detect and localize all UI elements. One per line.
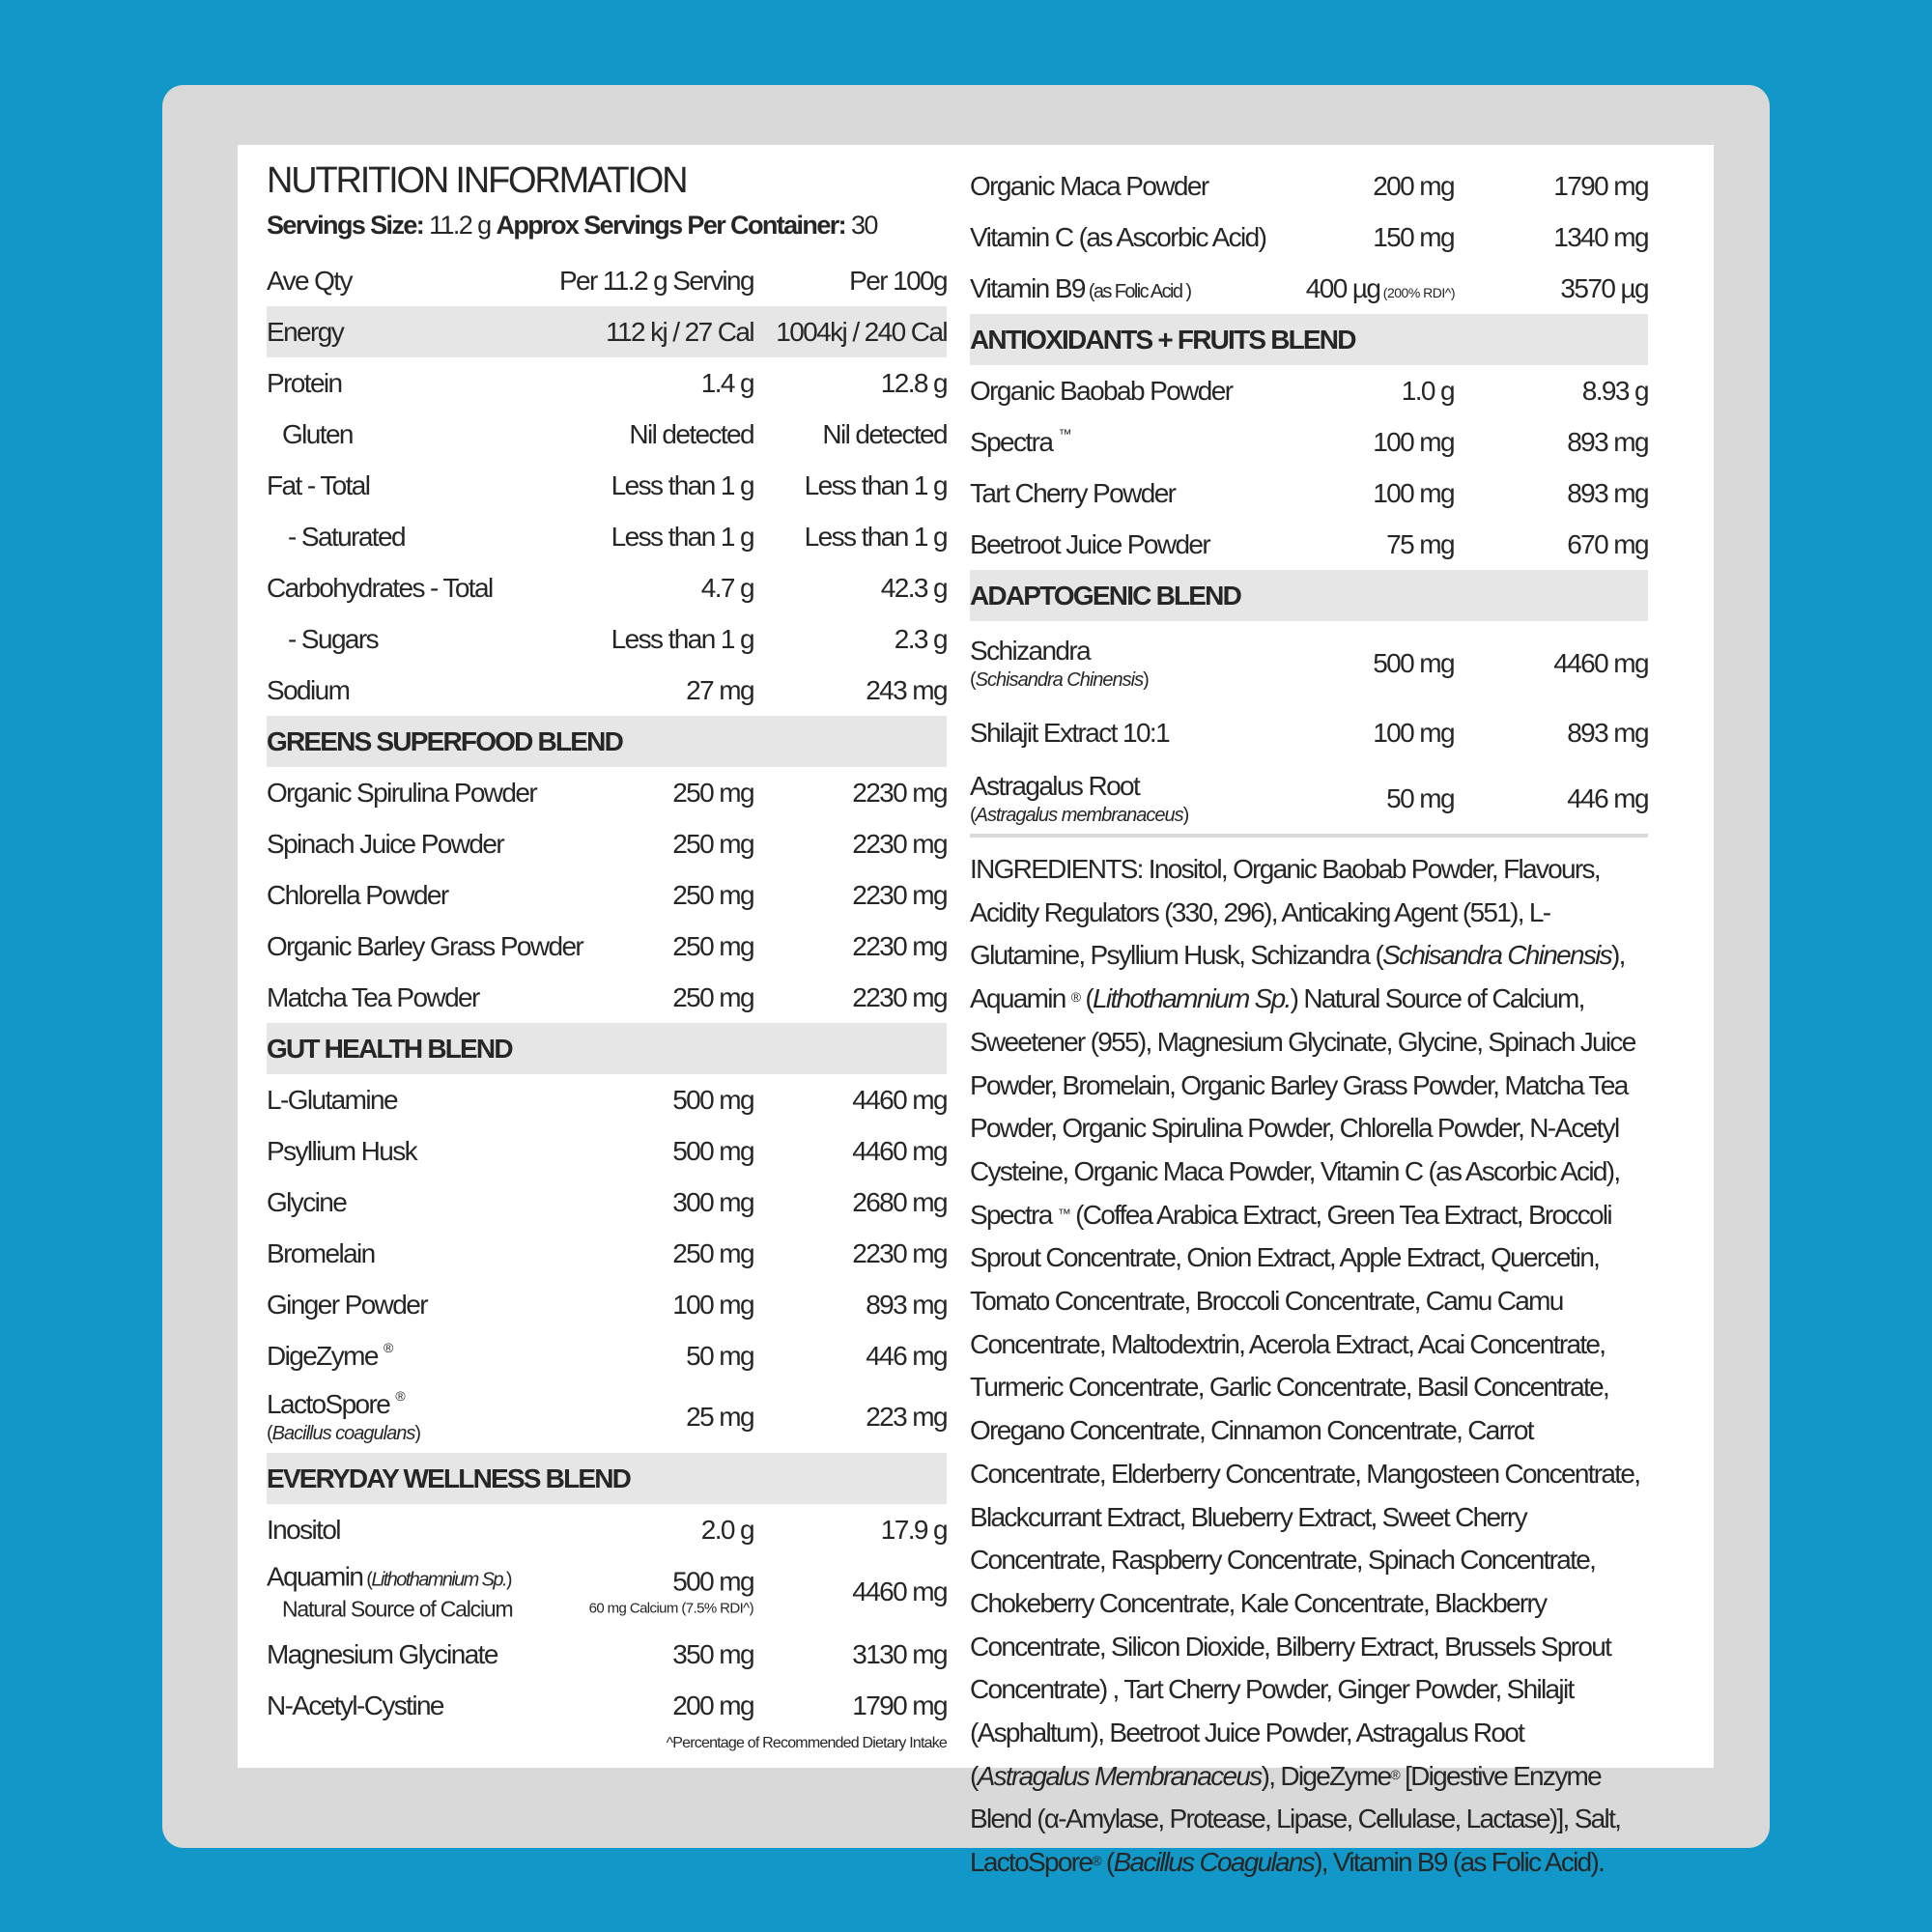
ingredient-name (970, 425, 1070, 457)
ingredient-name: Spinach Juice Powder (267, 828, 504, 859)
ingredient-subname (267, 1424, 420, 1443)
per-serving-value: 100 mg (672, 1289, 753, 1320)
ingredient-name-text: Vitamin B9 (970, 272, 1085, 303)
latin-name: Astragalus membranaceus (975, 805, 1183, 826)
ingredient-name (267, 1561, 513, 1622)
ingredients-text: (Coffea Arabica Extract, Green Tea Extract, Broccoli Sprout Concentrate, Onion Extract, Apple Extract, Quercetin, Tomato Concentrate, Broccoli Concentrate, Camu Camu Concentrate, Maltodextrin, Acerola Extract, Acai Concentrate, Turmeric Concentrate, Garlic Concentrate, Basil Concentrate, Oregano Concentrate, Cinnamon Concentrate, Carrot Concentrate, Elderberry Concentrate, Mangosteen Concentrate, Blackcurrant Extract, Blueberry Extract, Sweet Cherry Concentrate, Raspberry Concentrate, Spinach Concentrate, Chokeberry Concentrate, Kale Concentrate, Blackberry Concentrate, Silicon Dioxide, Bilberry Extract, Brussels Sprout Concentrate) , Tart Cherry Powder, Ginger Powder, Shilajit (Asphaltum), Beetroot Juice Powder, Astragalus Root ( (970, 1199, 1640, 1791)
table-row (970, 365, 1648, 416)
table-row (267, 1125, 947, 1177)
per-100g-value: 4460 mg (852, 1084, 947, 1115)
section-header-wellness (267, 1453, 947, 1504)
nutrient-name: Protein (267, 367, 342, 398)
per-serving-value: 500 mg (672, 1084, 753, 1115)
table-row (267, 460, 947, 511)
ingredient-name-text: Schizandra (970, 636, 1091, 666)
per-100g-value: 3130 mg (852, 1638, 947, 1669)
per-serving-value: 350 mg (672, 1638, 753, 1669)
paren-open: ( (970, 669, 976, 691)
rdi-footnote: ^Percentage of Recommended Dietary Intake (666, 1735, 947, 1751)
table-row (970, 212, 1648, 263)
table-row (267, 1279, 947, 1330)
paren-open: ( (970, 805, 976, 826)
ingredient-name: Organic Barley Grass Powder (267, 930, 583, 961)
per-serving-value (588, 1566, 753, 1617)
serving-amount: 400 µg (1305, 272, 1380, 303)
section-header-adaptogenic (970, 570, 1648, 621)
per-100g-value: 893 mg (866, 1289, 947, 1320)
per-serving-value: 50 mg (686, 1340, 753, 1371)
table-row (267, 409, 947, 460)
section-title: GREENS SUPERFOOD BLEND (267, 725, 622, 756)
per-100g-value: Nil detected (822, 418, 947, 449)
table-row (267, 921, 947, 972)
nutrient-name: Carbohydrates - Total (267, 572, 493, 603)
ingredient-name (267, 1339, 392, 1371)
section-title: GUT HEALTH BLEND (267, 1033, 512, 1064)
nutrition-table (267, 145, 947, 1768)
ingredient-name: Magnesium Glycinate (267, 1638, 497, 1669)
per-100g-value: 2230 mg (852, 879, 947, 910)
table-row (267, 613, 947, 665)
per-serving-value: 250 mg (672, 828, 753, 859)
per-100g-value: 12.8 g (880, 367, 947, 398)
ingredient-name-text: LactoSpore (267, 1389, 390, 1419)
table-row (970, 706, 1648, 760)
per-100g-value: 4460 mg (852, 1135, 947, 1166)
registered-mark: ® (1070, 989, 1080, 1006)
per-serving-value: 1.4 g (700, 367, 753, 398)
table-row (267, 1504, 947, 1555)
per-100g-value: 2230 mg (852, 930, 947, 961)
paren-close: ) (1182, 805, 1189, 826)
per-serving-value: Less than 1 g (611, 521, 753, 552)
per-serving-value: 27 mg (686, 674, 753, 705)
section-header-greens (267, 716, 947, 767)
nutrient-name: - Sugars (288, 623, 379, 654)
ingredients-text: ( (1079, 983, 1094, 1014)
ingredient-name: Organic Baobab Powder (970, 375, 1233, 406)
ingredients-latin: Lithothamnium Sp. (1093, 983, 1291, 1014)
table-row (267, 1381, 947, 1453)
ingredient-name (970, 638, 1149, 690)
nutrient-name: Fat - Total (267, 469, 370, 500)
section-header-gut (267, 1023, 947, 1074)
header-per-serving: Per 11.2 g Serving (558, 265, 753, 296)
nutrient-name: - Saturated (288, 521, 405, 552)
serving-rdi: (200% RDI^) (1379, 284, 1455, 300)
latin-name: Lithothamnium Sp. (371, 1569, 506, 1591)
ingredient-name: Shilajit Extract 10:1 (970, 718, 1170, 748)
table-row (267, 1555, 947, 1629)
ingredients-text: ), DigeZyme (1261, 1760, 1391, 1791)
table-row (267, 665, 947, 716)
per-100g-value: 3570 µg (1560, 272, 1648, 303)
table-row (267, 1228, 947, 1279)
trademark: ™ (1058, 425, 1070, 441)
ingredient-name: L-Glutamine (267, 1084, 397, 1115)
ingredient-name: Organic Maca Powder (970, 170, 1208, 201)
per-100g-value: 446 mg (866, 1340, 947, 1371)
per-serving-value: 250 mg (672, 981, 753, 1012)
table-row (267, 767, 947, 818)
ingredients-latin: Astragalus Membranaceus (977, 1760, 1262, 1791)
per-serving-value: 100 mg (1373, 718, 1454, 748)
per-serving-value: 250 mg (672, 1237, 753, 1268)
per-100g-value: 2.3 g (894, 623, 947, 654)
table-header-row (267, 255, 947, 306)
per-serving-value: 250 mg (672, 930, 753, 961)
ingredient-subname (970, 670, 1149, 690)
per-serving-value: 2.0 g (700, 1514, 753, 1545)
ingredient-name: Vitamin C (as Ascorbic Acid) (970, 221, 1266, 252)
per-serving-value: 200 mg (672, 1690, 753, 1720)
per-serving-value: 100 mg (1373, 477, 1454, 508)
section-title: ADAPTOGENIC BLEND (970, 580, 1241, 611)
ingredients-latin: Bacillus Coagulans (1113, 1847, 1315, 1878)
latin-name: Bacillus coagulans (271, 1423, 415, 1444)
table-row (267, 562, 947, 613)
ingredients-list (970, 848, 1648, 1885)
per-100g-value: 42.3 g (880, 572, 947, 603)
per-100g-value: 893 mg (1567, 426, 1648, 457)
per-serving-value: 112 kj / 27 Cal (606, 316, 753, 347)
table-row (970, 468, 1648, 519)
ingredient-name: N-Acetyl-Cystine (267, 1690, 443, 1720)
trademark: ™ (1057, 1205, 1069, 1221)
per-100g-value: 1004kj / 240 Cal (776, 316, 947, 347)
per-serving-value: 25 mg (686, 1402, 753, 1432)
ingredient-name: Tart Cherry Powder (970, 477, 1176, 508)
table-row (267, 1074, 947, 1125)
per-100g-value: 670 mg (1567, 528, 1648, 559)
latin-name: Schisandra Chinensis (975, 669, 1144, 691)
paren-close: ) (1143, 669, 1149, 691)
per-serving-value: Nil detected (629, 418, 753, 449)
ingredient-name: Psyllium Husk (267, 1135, 417, 1166)
per-100g-value: 243 mg (866, 674, 947, 705)
paren-open: ( (267, 1423, 272, 1444)
ingredient-subname (970, 806, 1188, 825)
per-serving-value: 500 mg (672, 1135, 753, 1166)
per-100g-value: 893 mg (1567, 477, 1648, 508)
ingredient-name-text: Aquamin (267, 1561, 363, 1592)
serving-note: 60 mg Calcium (7.5% RDI^) (588, 1600, 753, 1617)
table-row (970, 416, 1648, 468)
ingredients-latin: Schisandra Chinensis (1382, 940, 1611, 971)
per-serving-value (1305, 272, 1455, 303)
ingredients-text: [Digestive Enzyme Blend (α-Amylase, Protease, Lipase, Cellulase, Lactase)], Salt, LactoSpore (970, 1760, 1621, 1878)
serving-size-label: Servings Size: (267, 211, 424, 240)
per-100g-value: 1340 mg (1553, 221, 1648, 252)
ingredient-name-text: Spectra (970, 426, 1053, 457)
ingredient-name (970, 272, 1191, 303)
per-100g-value: 2230 mg (852, 828, 947, 859)
section-divider (970, 834, 1648, 838)
paren-close: ) (414, 1423, 420, 1444)
per-serving-value: 75 mg (1386, 528, 1454, 559)
section-title: ANTIOXIDANTS + FRUITS BLEND (970, 324, 1355, 355)
ingredient-name: Ginger Powder (267, 1289, 427, 1320)
registered-mark: ® (383, 1339, 392, 1355)
per-serving-value: 50 mg (1386, 783, 1454, 813)
serving-amount: 500 mg (672, 1566, 753, 1597)
per-serving-value: 300 mg (672, 1186, 753, 1217)
serving-size-value: 11.2 g (423, 211, 497, 240)
ingredient-name: Bromelain (267, 1237, 375, 1268)
per-serving-value: 250 mg (672, 879, 753, 910)
ingredient-name-text: DigeZyme (267, 1340, 378, 1371)
per-100g-value: 2680 mg (852, 1186, 947, 1217)
registered-mark: ® (1390, 1766, 1399, 1782)
per-100g-value: Less than 1 g (804, 469, 947, 500)
right-column (970, 145, 1648, 1878)
nutrient-name: Gluten (282, 418, 353, 449)
header-per-100g: Per 100g (849, 265, 947, 296)
per-serving-value: 500 mg (1373, 648, 1454, 678)
per-100g-value: 1790 mg (1553, 170, 1648, 201)
nutrient-name: Sodium (267, 674, 350, 705)
ingredient-name: Organic Spirulina Powder (267, 777, 537, 808)
servings-per-container-value: 30 (845, 211, 877, 240)
page-title: NUTRITION INFORMATION (267, 160, 687, 201)
per-serving-value: 100 mg (1373, 426, 1454, 457)
table-row (267, 1177, 947, 1228)
table-row (267, 357, 947, 409)
per-100g-value: Less than 1 g (804, 521, 947, 552)
ingredient-name: Inositol (267, 1514, 340, 1545)
paren-open: ( (362, 1569, 372, 1591)
header-ave-qty: Ave Qty (267, 265, 352, 296)
per-100g-value: 8.93 g (1581, 375, 1648, 406)
section-header-antioxidants (970, 314, 1648, 365)
per-100g-value: 893 mg (1567, 718, 1648, 748)
per-100g-value: 17.9 g (880, 1514, 947, 1545)
section-title: EVERYDAY WELLNESS BLEND (267, 1463, 631, 1493)
table-row (267, 306, 947, 357)
ingredient-name (970, 773, 1188, 825)
per-100g-value: 223 mg (866, 1402, 947, 1432)
registered-mark: ® (395, 1388, 405, 1404)
servings-per-container-label: Approx Servings Per Container: (496, 211, 846, 240)
ingredient-form: (as Folic Acid ) (1084, 280, 1191, 302)
ingredient-name: Beetroot Juice Powder (970, 528, 1210, 559)
table-row (970, 519, 1648, 570)
registered-mark: ® (1092, 1853, 1100, 1869)
per-100g-value: 446 mg (1567, 783, 1648, 813)
per-100g-value: 2230 mg (852, 1237, 947, 1268)
table-row (267, 1680, 947, 1731)
per-serving-value: Less than 1 g (611, 623, 753, 654)
per-serving-value: 1.0 g (1401, 375, 1454, 406)
ingredients-text: ), Aquamin (970, 940, 1625, 1014)
per-serving-value: 4.7 g (700, 572, 753, 603)
paren-close: ) (505, 1569, 511, 1591)
table-row (267, 1629, 947, 1680)
table-row (970, 160, 1648, 212)
table-row (267, 972, 947, 1023)
per-100g-value: 1790 mg (852, 1690, 947, 1720)
per-serving-value: Less than 1 g (611, 469, 753, 500)
table-row (267, 1330, 947, 1381)
table-row (970, 263, 1648, 314)
nutrient-name: Energy (267, 316, 344, 347)
per-100g-value: 4460 mg (852, 1577, 947, 1606)
nutrition-panel (238, 145, 1714, 1878)
per-100g-value: 2230 mg (852, 777, 947, 808)
ingredients-text: ( (1099, 1847, 1114, 1878)
ingredient-name: Matcha Tea Powder (267, 981, 479, 1012)
per-100g-value: 4460 mg (1553, 648, 1648, 678)
ingredient-name: Chlorella Powder (267, 879, 448, 910)
ingredient-name: Glycine (267, 1186, 347, 1217)
ingredients-text: ) Natural Source of Calcium, Sweetener (955), Magnesium Glycinate, Glycine, Spinach Juice Powder, Bromelain, Organic Barley Grass Powder, Matcha Tea Powder, Organic Spirulina Powder, Chlorella Powder, N-Acetyl Cysteine, Organic Maca Powder, Vitamin C (as Ascorbic Acid), Spectra (970, 983, 1635, 1230)
per-100g-value: 2230 mg (852, 981, 947, 1012)
per-serving-value: 150 mg (1373, 221, 1454, 252)
table-row (267, 511, 947, 562)
table-row (970, 621, 1648, 706)
table-row (267, 818, 947, 869)
ingredient-name (267, 1388, 420, 1444)
per-serving-value: 200 mg (1373, 170, 1454, 201)
ingredients-text: ), Vitamin B9 (as Folic Acid). (1314, 1847, 1605, 1878)
ingredients-text: INGREDIENTS: Inositol, Organic Baobab Powder, Flavours, Acidity Regulators (330, 296), Anticaking Agent (551), L-Glutamine, Psyllium Husk, Schizandra ( (970, 854, 1600, 971)
ingredient-subname: Natural Source of Calcium (282, 1596, 513, 1622)
per-serving-value: 250 mg (672, 777, 753, 808)
ingredient-name-text: Astragalus Root (970, 771, 1140, 801)
table-row (267, 869, 947, 921)
table-row (970, 760, 1648, 838)
